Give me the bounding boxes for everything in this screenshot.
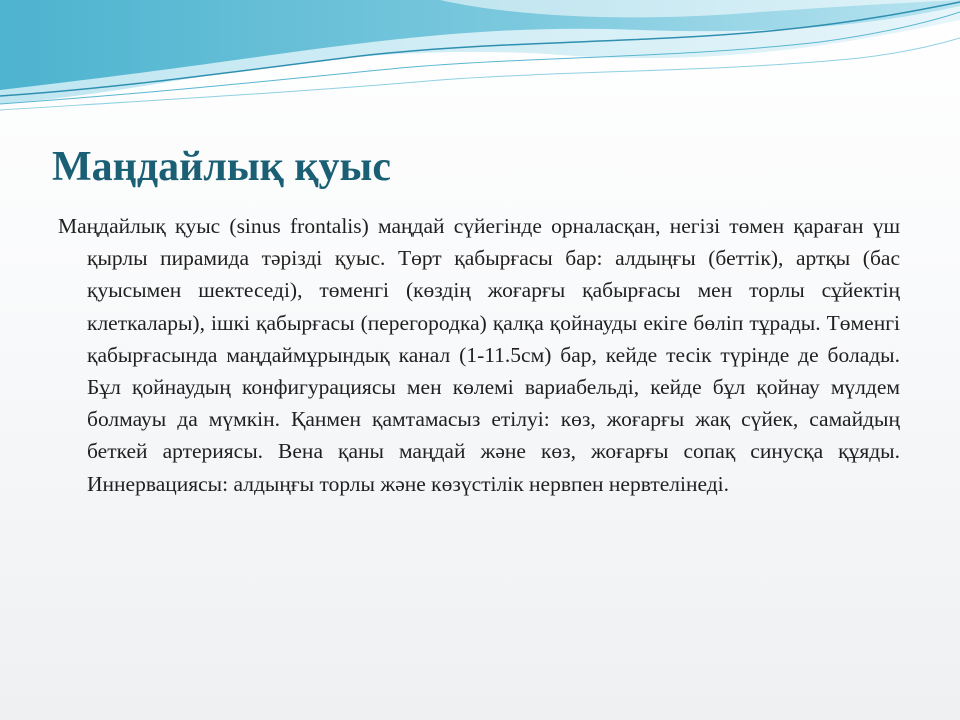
slide-title: Маңдайлық қуыс (52, 144, 391, 190)
body-paragraph: Маңдайлық қуыс (sinus frontalis) маңдай сүйегінде орналасқан, негізі төмен қараған үш қырлы пирамида тәрізді қуыс. Төрт қабырғасы бар: алдыңғы (беттік), артқы (бас қуысымен шектеседі), төменгі (көздің жоғарғы қабырғасы мен торлы сұйектің клеткалары), ішкі қабырғасы (перегородка) қалқа қойнауды екіге бөліп тұрады. Төменгі қабырғасында маңдаймұрындық канал (1-11.5см) бар, кейде тесік түрінде де болады. Бұл қойнаудың конфигурациясы мен көлемі вариабельді, кейде бұл қойнау мүлдем болмауы да мүмкін. Қанмен қамтамасыз етілуі: көз, жоғарғы жақ сүйек, самайдың беткей артериясы. Вена қаны маңдай және көз, жоғарғы сопақ синусқа құяды. Иннервациясы: алдыңғы торлы және көзүстілік нервпен нервтелінеді. (58, 214, 900, 496)
wave-decoration (0, 0, 960, 120)
